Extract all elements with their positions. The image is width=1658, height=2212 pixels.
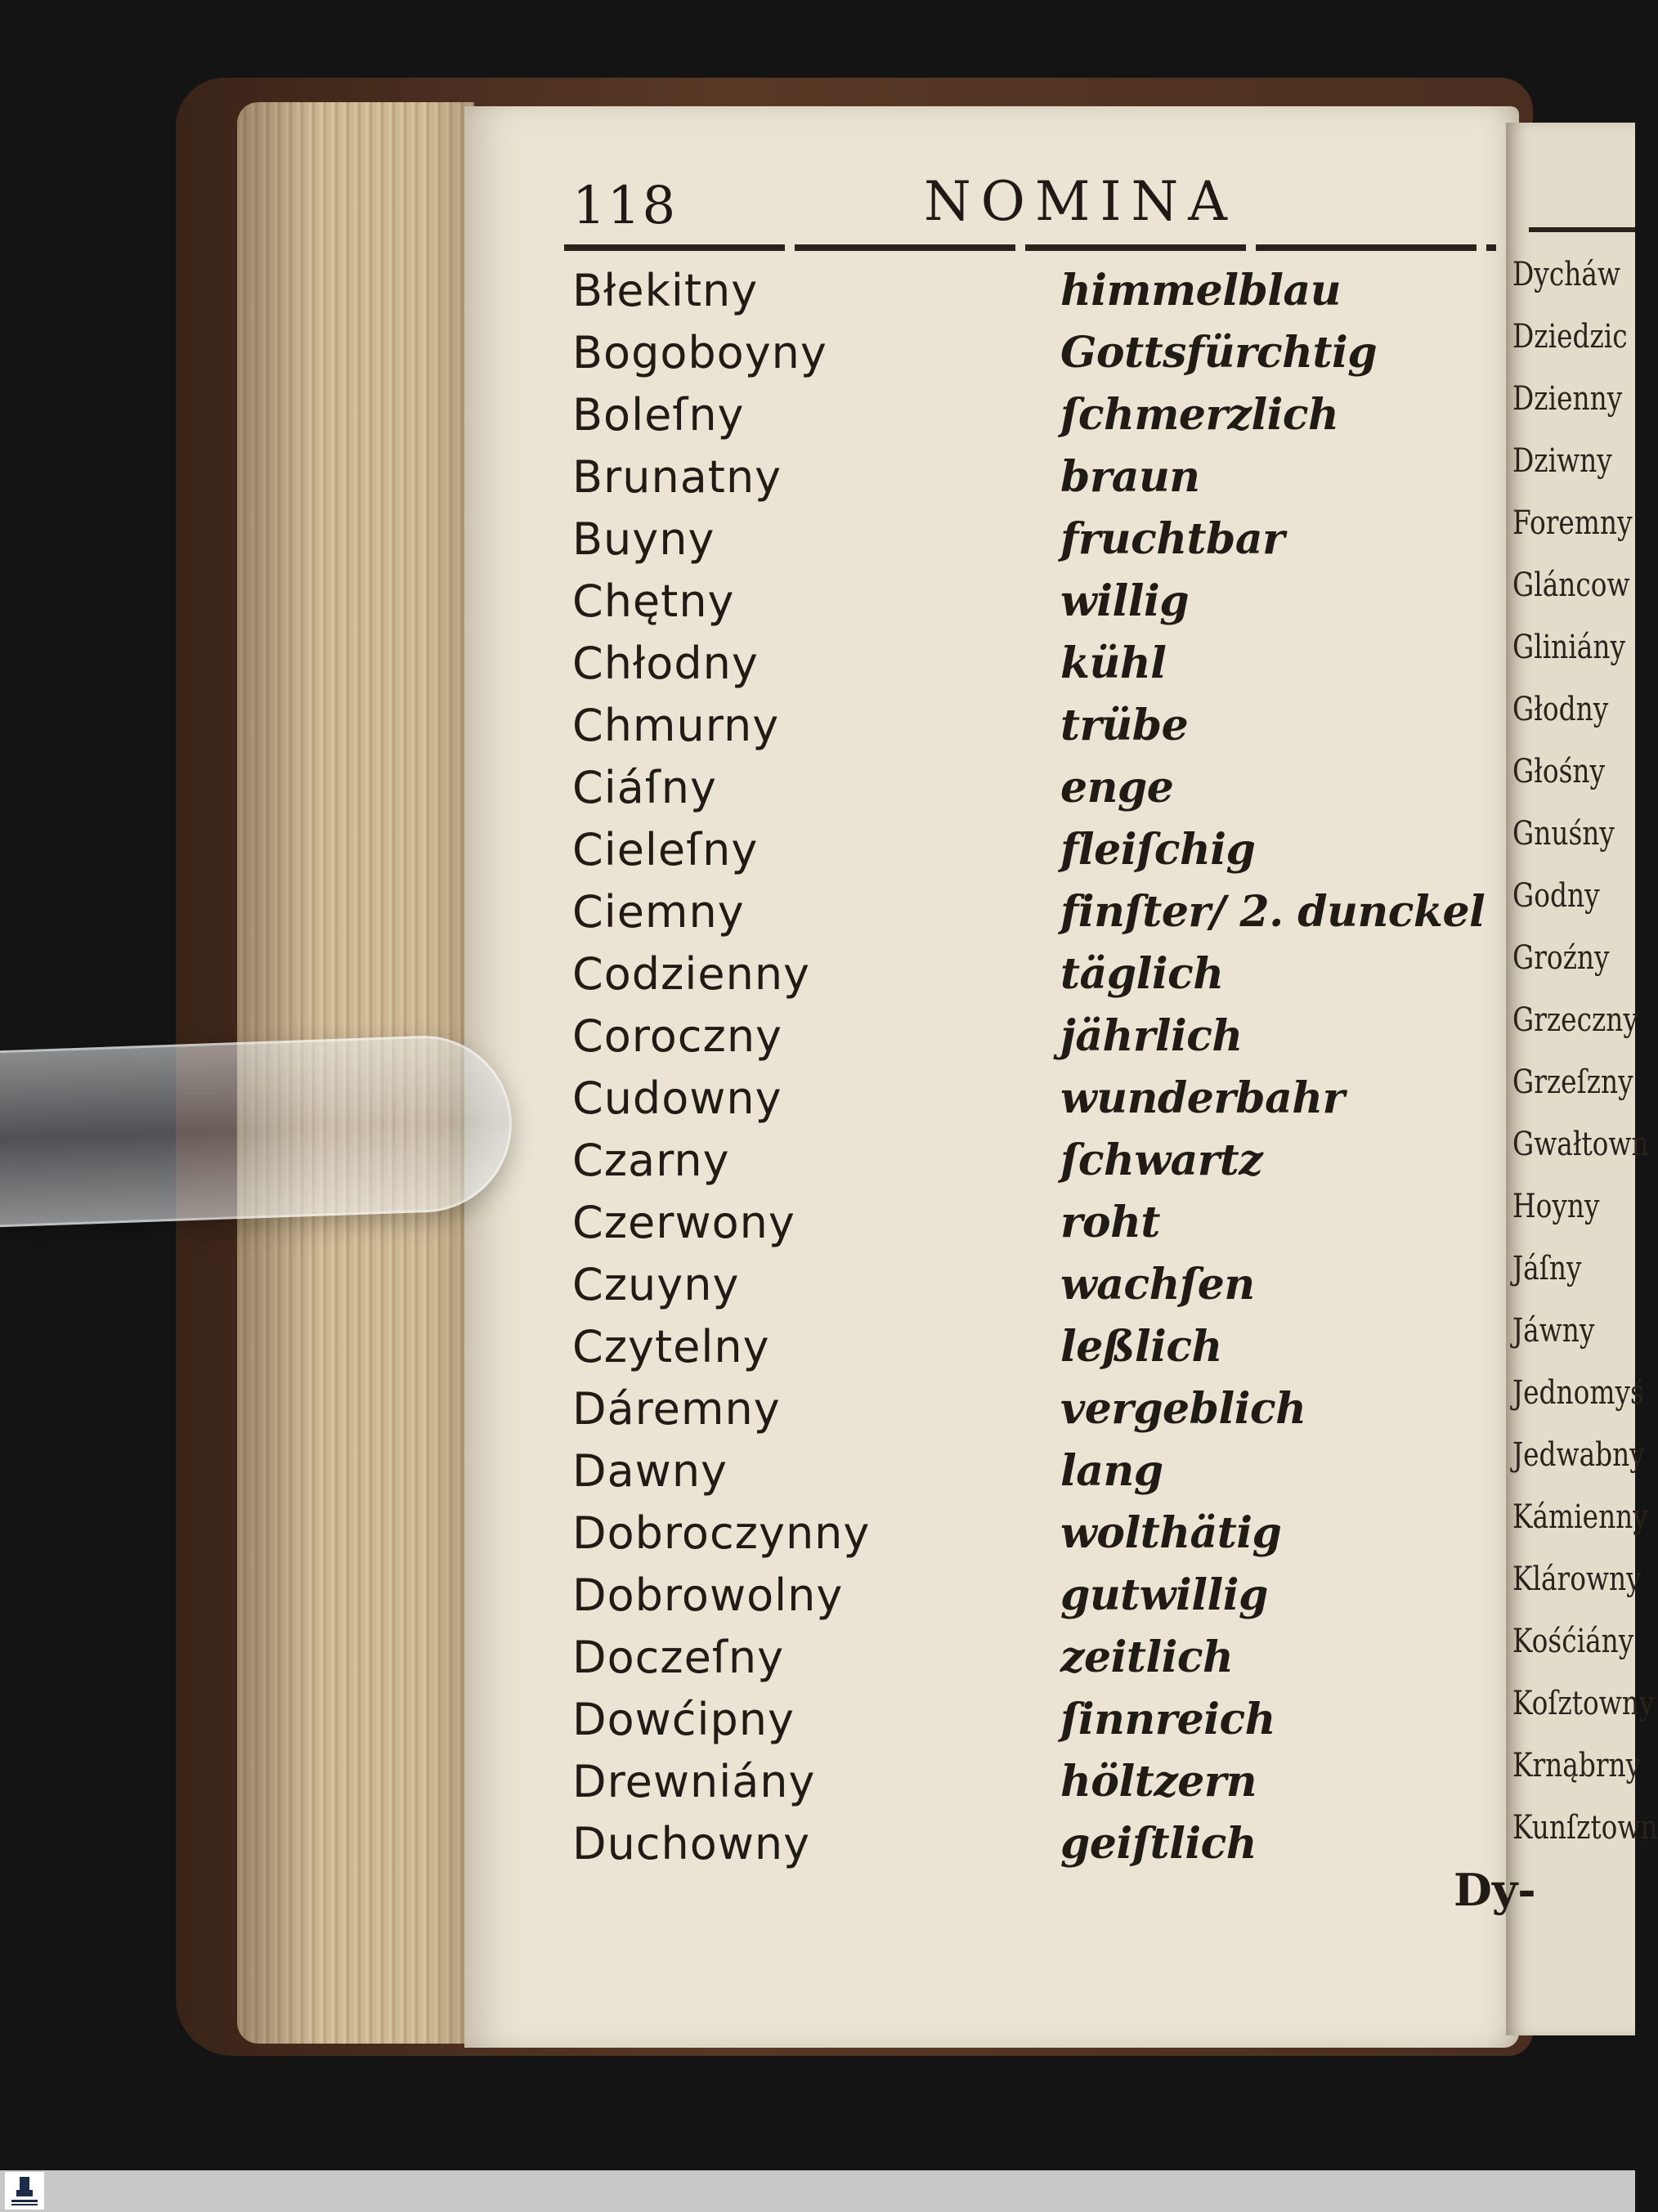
german-translation: lang	[1060, 1446, 1163, 1496]
polish-word: Dowćipny	[572, 1694, 795, 1745]
next-page-word: Gláncow	[1512, 566, 1630, 604]
next-page-word: Hoyny	[1512, 1188, 1600, 1225]
polish-word: Dobrowolny	[572, 1569, 844, 1621]
polish-word: Duchowny	[572, 1818, 811, 1869]
german-translation: zeitlich	[1060, 1632, 1234, 1682]
polish-word: Cieleſny	[572, 824, 759, 875]
polish-word: Cudowny	[572, 1072, 782, 1124]
polish-column	[572, 260, 1030, 1875]
german-translation: himmelblau	[1060, 266, 1342, 316]
next-page-word: Foremny	[1512, 504, 1633, 542]
german-translation: roht	[1060, 1198, 1160, 1247]
german-translation: gutwillig	[1060, 1570, 1268, 1620]
next-page-word: Jáwny	[1512, 1312, 1595, 1350]
german-translation: finſter/ 2. dunckel	[1060, 887, 1485, 937]
german-translation: jährlich	[1060, 1011, 1243, 1061]
german-translation: täglich	[1060, 949, 1224, 999]
page-number: 118	[572, 176, 678, 236]
german-translation: vergeblich	[1060, 1384, 1306, 1434]
polish-word: Boleſny	[572, 389, 745, 441]
polish-word: Dobroczynny	[572, 1507, 871, 1559]
polish-word: Dáremny	[572, 1383, 781, 1435]
polish-word: Błekitny	[572, 265, 759, 316]
next-page-word: Jednomyś	[1512, 1374, 1644, 1412]
next-page-word: Jáſny	[1512, 1250, 1582, 1287]
viewer-footer-bar	[0, 2170, 1635, 2212]
polish-word: Czerwony	[572, 1197, 795, 1248]
page-holder-clip	[0, 1032, 515, 1228]
german-translation: wolthätig	[1060, 1508, 1282, 1558]
german-translation: geiſtlich	[1060, 1819, 1257, 1869]
polish-word: Chmurny	[572, 700, 780, 751]
german-translation: Gottsfürchtig	[1060, 328, 1378, 378]
german-translation: kühl	[1060, 638, 1167, 688]
german-translation: wunderbahr	[1060, 1073, 1345, 1123]
polish-word: Chłodny	[572, 638, 759, 689]
next-page-word: Gliniány	[1512, 629, 1626, 666]
next-page-word: Grzeczny	[1512, 1001, 1638, 1039]
next-page-word: Klárowny	[1512, 1560, 1642, 1598]
polish-word: Czarny	[572, 1135, 730, 1186]
next-page-word: Krnąbrny	[1512, 1747, 1642, 1784]
german-translation: braun	[1060, 452, 1200, 502]
polish-word: Bogoboyny	[572, 327, 827, 378]
polish-word: Ciemny	[572, 886, 745, 938]
german-translation: ſchmerzlich	[1060, 390, 1339, 440]
next-page-rule	[1529, 227, 1635, 232]
polish-word: Coroczny	[572, 1010, 783, 1062]
german-translation: ſinnreich	[1060, 1695, 1275, 1744]
library-logo-icon	[5, 2172, 44, 2210]
german-translation: wachſen	[1060, 1260, 1255, 1310]
next-page-word: Grzeſzny	[1512, 1063, 1633, 1101]
next-page-word: Dycháw	[1512, 256, 1620, 293]
polish-word: Chętny	[572, 575, 735, 627]
next-page-word: Godny	[1512, 877, 1600, 915]
next-page-word: Głodny	[1512, 691, 1609, 728]
next-page-word: Kámienny	[1512, 1498, 1648, 1536]
header-rule	[564, 244, 1496, 251]
polish-word: Dawny	[572, 1445, 728, 1497]
catchword: Dy-	[1454, 1864, 1536, 1916]
polish-word: Brunatny	[572, 451, 782, 503]
polish-word: Ciáſny	[572, 762, 717, 813]
next-page-word: Koſztowny	[1512, 1685, 1655, 1722]
german-translation: ſchwartz	[1060, 1135, 1263, 1185]
polish-word: Doczeſny	[572, 1632, 785, 1683]
german-translation: willig	[1060, 576, 1190, 626]
polish-word: Codzienny	[572, 948, 810, 1000]
german-translation: enge	[1060, 763, 1174, 813]
running-head: NOMINA	[924, 170, 1237, 233]
next-page-word: Gwałtown	[1512, 1126, 1649, 1163]
next-page-word: Dzienny	[1512, 380, 1623, 418]
german-translation: fleiſchig	[1060, 825, 1256, 875]
next-page-word: Dziedzic	[1512, 318, 1628, 356]
german-translation: höltzern	[1060, 1757, 1257, 1807]
next-page-word: Groźny	[1512, 939, 1610, 977]
german-translation: fruchtbar	[1060, 514, 1285, 564]
next-page-word: Kośćiány	[1512, 1623, 1634, 1660]
next-page-word: Dziwny	[1512, 442, 1612, 480]
next-page-word: Kunſztown	[1512, 1809, 1658, 1847]
polish-word: Drewniány	[572, 1756, 816, 1807]
german-column	[1060, 260, 1485, 1875]
polish-word: Buyny	[572, 513, 715, 565]
next-page-word: Gnuśny	[1512, 815, 1615, 853]
next-page-word: Jedwabny	[1512, 1436, 1645, 1474]
german-translation: trübe	[1060, 701, 1189, 750]
german-translation: leßlich	[1060, 1322, 1222, 1372]
polish-word: Czuyny	[572, 1259, 740, 1310]
next-page-word: Głośny	[1512, 753, 1606, 790]
next-page-word-list	[1512, 244, 1658, 1859]
polish-word: Czytelny	[572, 1321, 770, 1372]
